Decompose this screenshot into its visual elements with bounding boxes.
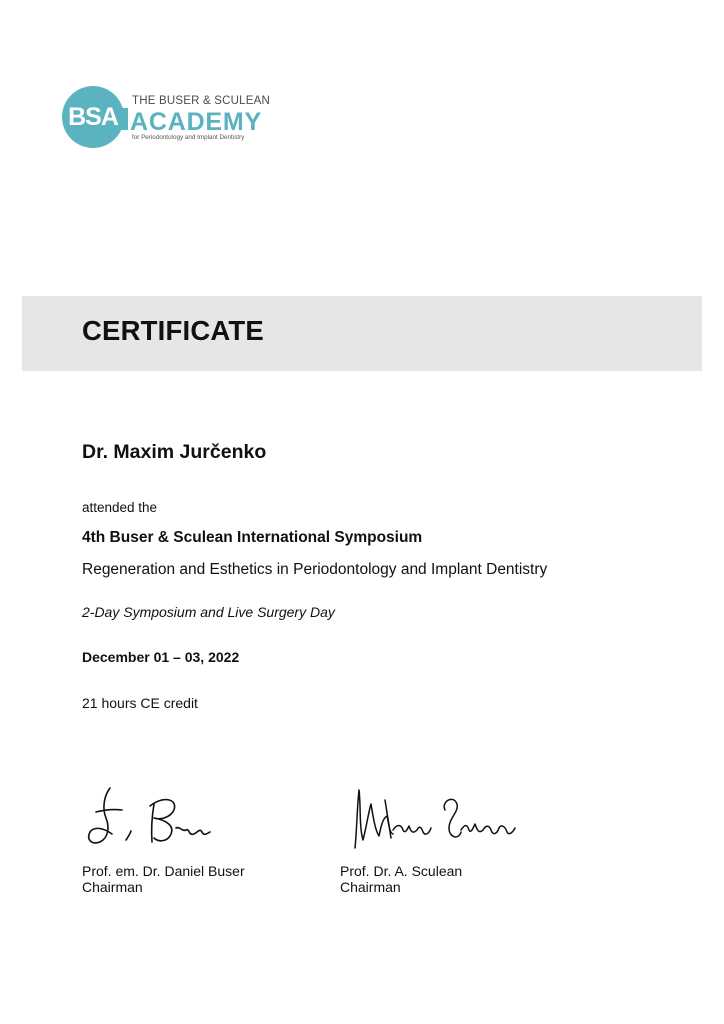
event-dates: December 01 – 03, 2022 <box>82 649 240 665</box>
logo-line-1: THE BUSER & SCULEAN <box>132 95 270 107</box>
logo-badge <box>62 86 124 148</box>
recipient-name: Dr. Maxim Jurčenko <box>82 441 267 463</box>
ce-credit: 21 hours CE credit <box>82 695 198 711</box>
attended-label: attended the <box>82 500 158 515</box>
certificate-title: CERTIFICATE <box>82 315 264 346</box>
logo-badge-text: BSA <box>68 103 118 131</box>
event-title: 4th Buser & Sculean International Symposium <box>82 529 423 546</box>
event-format: 2-Day Symposium and Live Surgery Day <box>82 604 335 620</box>
signatory-name: Prof. Dr. A. Sculean <box>340 863 463 879</box>
signatory-sculean <box>340 864 462 895</box>
certificate-band <box>22 296 702 371</box>
signatory-name: Prof. em. Dr. Daniel Buser <box>82 863 245 879</box>
signatory-role: Chairman <box>340 878 401 895</box>
signatory-role: Chairman <box>82 878 143 895</box>
signatory-buser <box>82 864 245 895</box>
logo-line-2: ACADEMY <box>130 108 262 136</box>
signature-sculean-icon <box>345 780 520 855</box>
academy-logo <box>62 86 282 150</box>
event-subtitle: Regeneration and Esthetics in Periodontology and Implant Dentistry <box>82 561 548 578</box>
logo-line-3: for Periodontology and Implant Dentistry <box>132 134 245 141</box>
signature-buser-icon <box>82 782 222 852</box>
